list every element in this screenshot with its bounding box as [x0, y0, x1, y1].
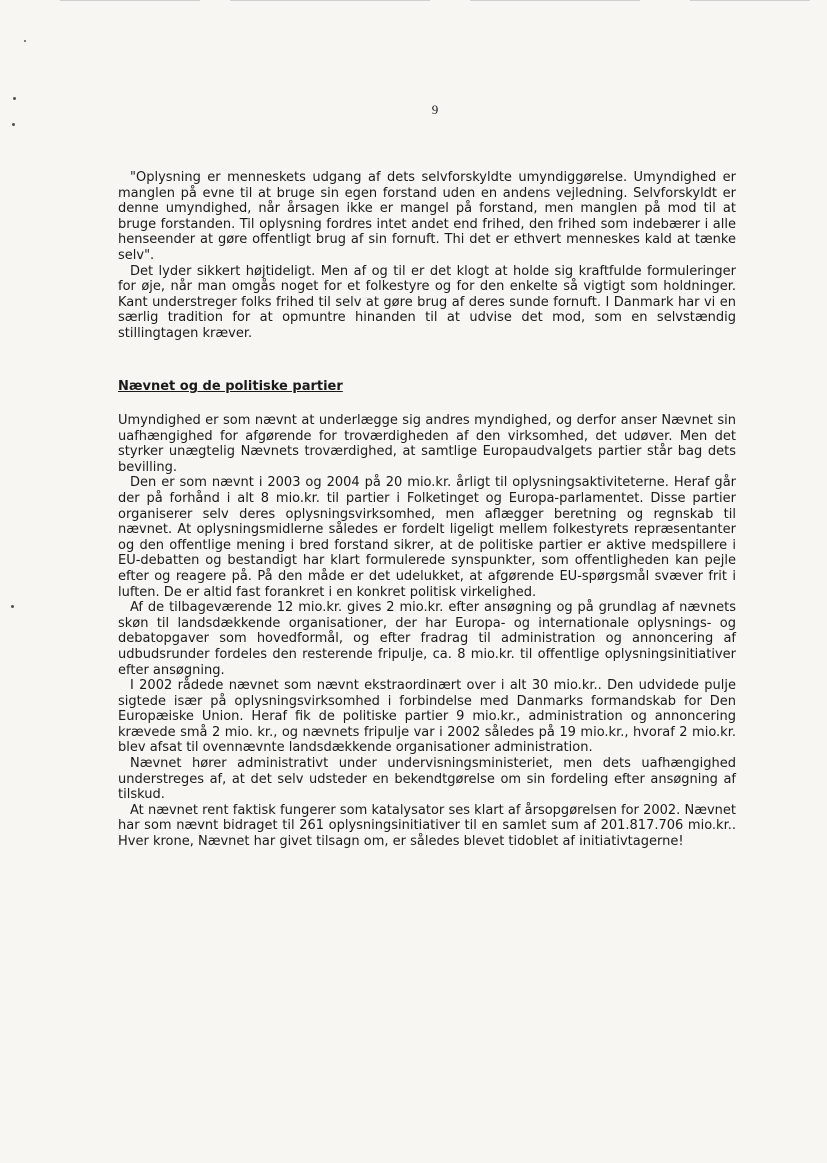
body-paragraph: At nævnet rent faktisk fungerer som katalysator ses klart af årsopgørelsen for 2002. Nævnet har som nævnt bidraget til 261 oplysningsinitiativer til en samlet sum af 201.817.706 mio.kr.. Hver krone, Nævnet har givet tilsagn om, er således blevet tidoblet af initiativtagerne!: [118, 802, 736, 850]
body-paragraph: Af de tilbageværende 12 mio.kr. gives 2 mio.kr. efter ansøgning og på grundlag af nævnets skøn til landsdækkende organisationer, der har Europa- og internationale oplysnings- og debatopgaver som hovedformål, og efter fradrag til administration og annoncering af udbudsrunder fordeles den resterende fripulje, ca. 8 mio.kr. til offentlige oplysningsinitiativer efter ansøgning.: [118, 600, 736, 678]
body-paragraph: Umyndighed er som nævnt at underlægge sig andres myndighed, og derfor anser Nævnet sin uafhængighed for afgørende for troværdigheden af den virksomhed, det udøver. Men det styrker unægtelig Nævnets troværdighed, at samtlige Europaudvalgets partier står bag dets bevilling.: [118, 413, 736, 475]
scan-speck: [11, 605, 14, 608]
section-heading: Nævnet og de politiske partier: [118, 379, 343, 394]
scan-edge-line: [60, 0, 200, 1]
parties-section: [118, 413, 736, 850]
scan-speck: [12, 123, 15, 126]
scan-edge-line: [470, 0, 640, 1]
body-paragraph: Nævnet hører administrativt under undervisningsministeriet, men dets uafhængighed understreges af, at det selv udsteder en bekendtgørelse om sin fordeling efter ansøgning af tilskud.: [118, 756, 736, 803]
intro-section: [118, 170, 736, 342]
scan-edge-line: [230, 0, 430, 1]
scan-speck: [13, 97, 16, 100]
kant-quote-paragraph: "Oplysning er menneskets udgang af dets selvforskyldte umyndiggørelse. Umyndighed er manglen på evne til at bruge sin egen forstand uden en andens vejledning. Selvforskyldt er denne umyndighed, når årsagen ikke er mangel på forstand, men manglen på mod til at bruge forstanden. Til oplysning fordres intet andet end frihed, den frihed som indebærer i alle henseender at gøre offentligt brug af sin fornuft. Thi det er ethvert menneskes kald at tænke selv".: [118, 170, 736, 263]
scan-edge-line: [690, 0, 810, 1]
scan-speck: [24, 40, 26, 42]
page-number: 9: [431, 102, 439, 117]
body-paragraph: I 2002 rådede nævnet som nævnt ekstraordinært over i alt 30 mio.kr.. Den udvidede pulje sigtede især på oplysningsvirksomhed i forbindelse med Danmarks formandskab for Den Europæiske Union. Heraf fik de politiske partier 9 mio.kr., administration og annoncering krævede små 2 mio. kr., og nævnets fripulje var i 2002 således på 19 mio.kr., hvoraf 2 mio.kr. blev afsat til ovennævnte landsdækkende organisationer administration.: [118, 678, 736, 756]
body-paragraph: Den er som nævnt i 2003 og 2004 på 20 mio.kr. årligt til oplysningsaktiviteterne. Heraf går der på forhånd i alt 8 mio.kr. til partier i Folketinget og Europa-parlamentet. Disse partier organiserer selv deres oplysningsvirksomhed, men aflægger beretning og regnskab til nævnet. At oplysningsmidlerne således er fordelt ligeligt mellem folkestyrets repræsentanter og den offentlige mening i bred forstand sikrer, at de politiske partier er aktive medspillere i EU-debatten og bestandigt har klart formulerede synspunkter, som offentligheden kan pejle efter og reagere på. På den måde er det udelukket, at afgørende EU-spørgsmål svæver frit i luften. De er altid fast forankret i en konkret politisk virkelighed.: [118, 475, 736, 600]
body-paragraph: Det lyder sikkert højtideligt. Men af og til er det klogt at holde sig kraftfulde formuleringer for øje, når man omgås noget for et folkestyre og for den enkelte så vigtigt som holdninger. Kant understreger folks frihed til selv at gøre brug af deres sunde fornuft. I Danmark har vi en særlig tradition for at opmuntre hinanden til at udvise det mod, som en selvstændig stillingtagen kræver.: [118, 263, 736, 341]
